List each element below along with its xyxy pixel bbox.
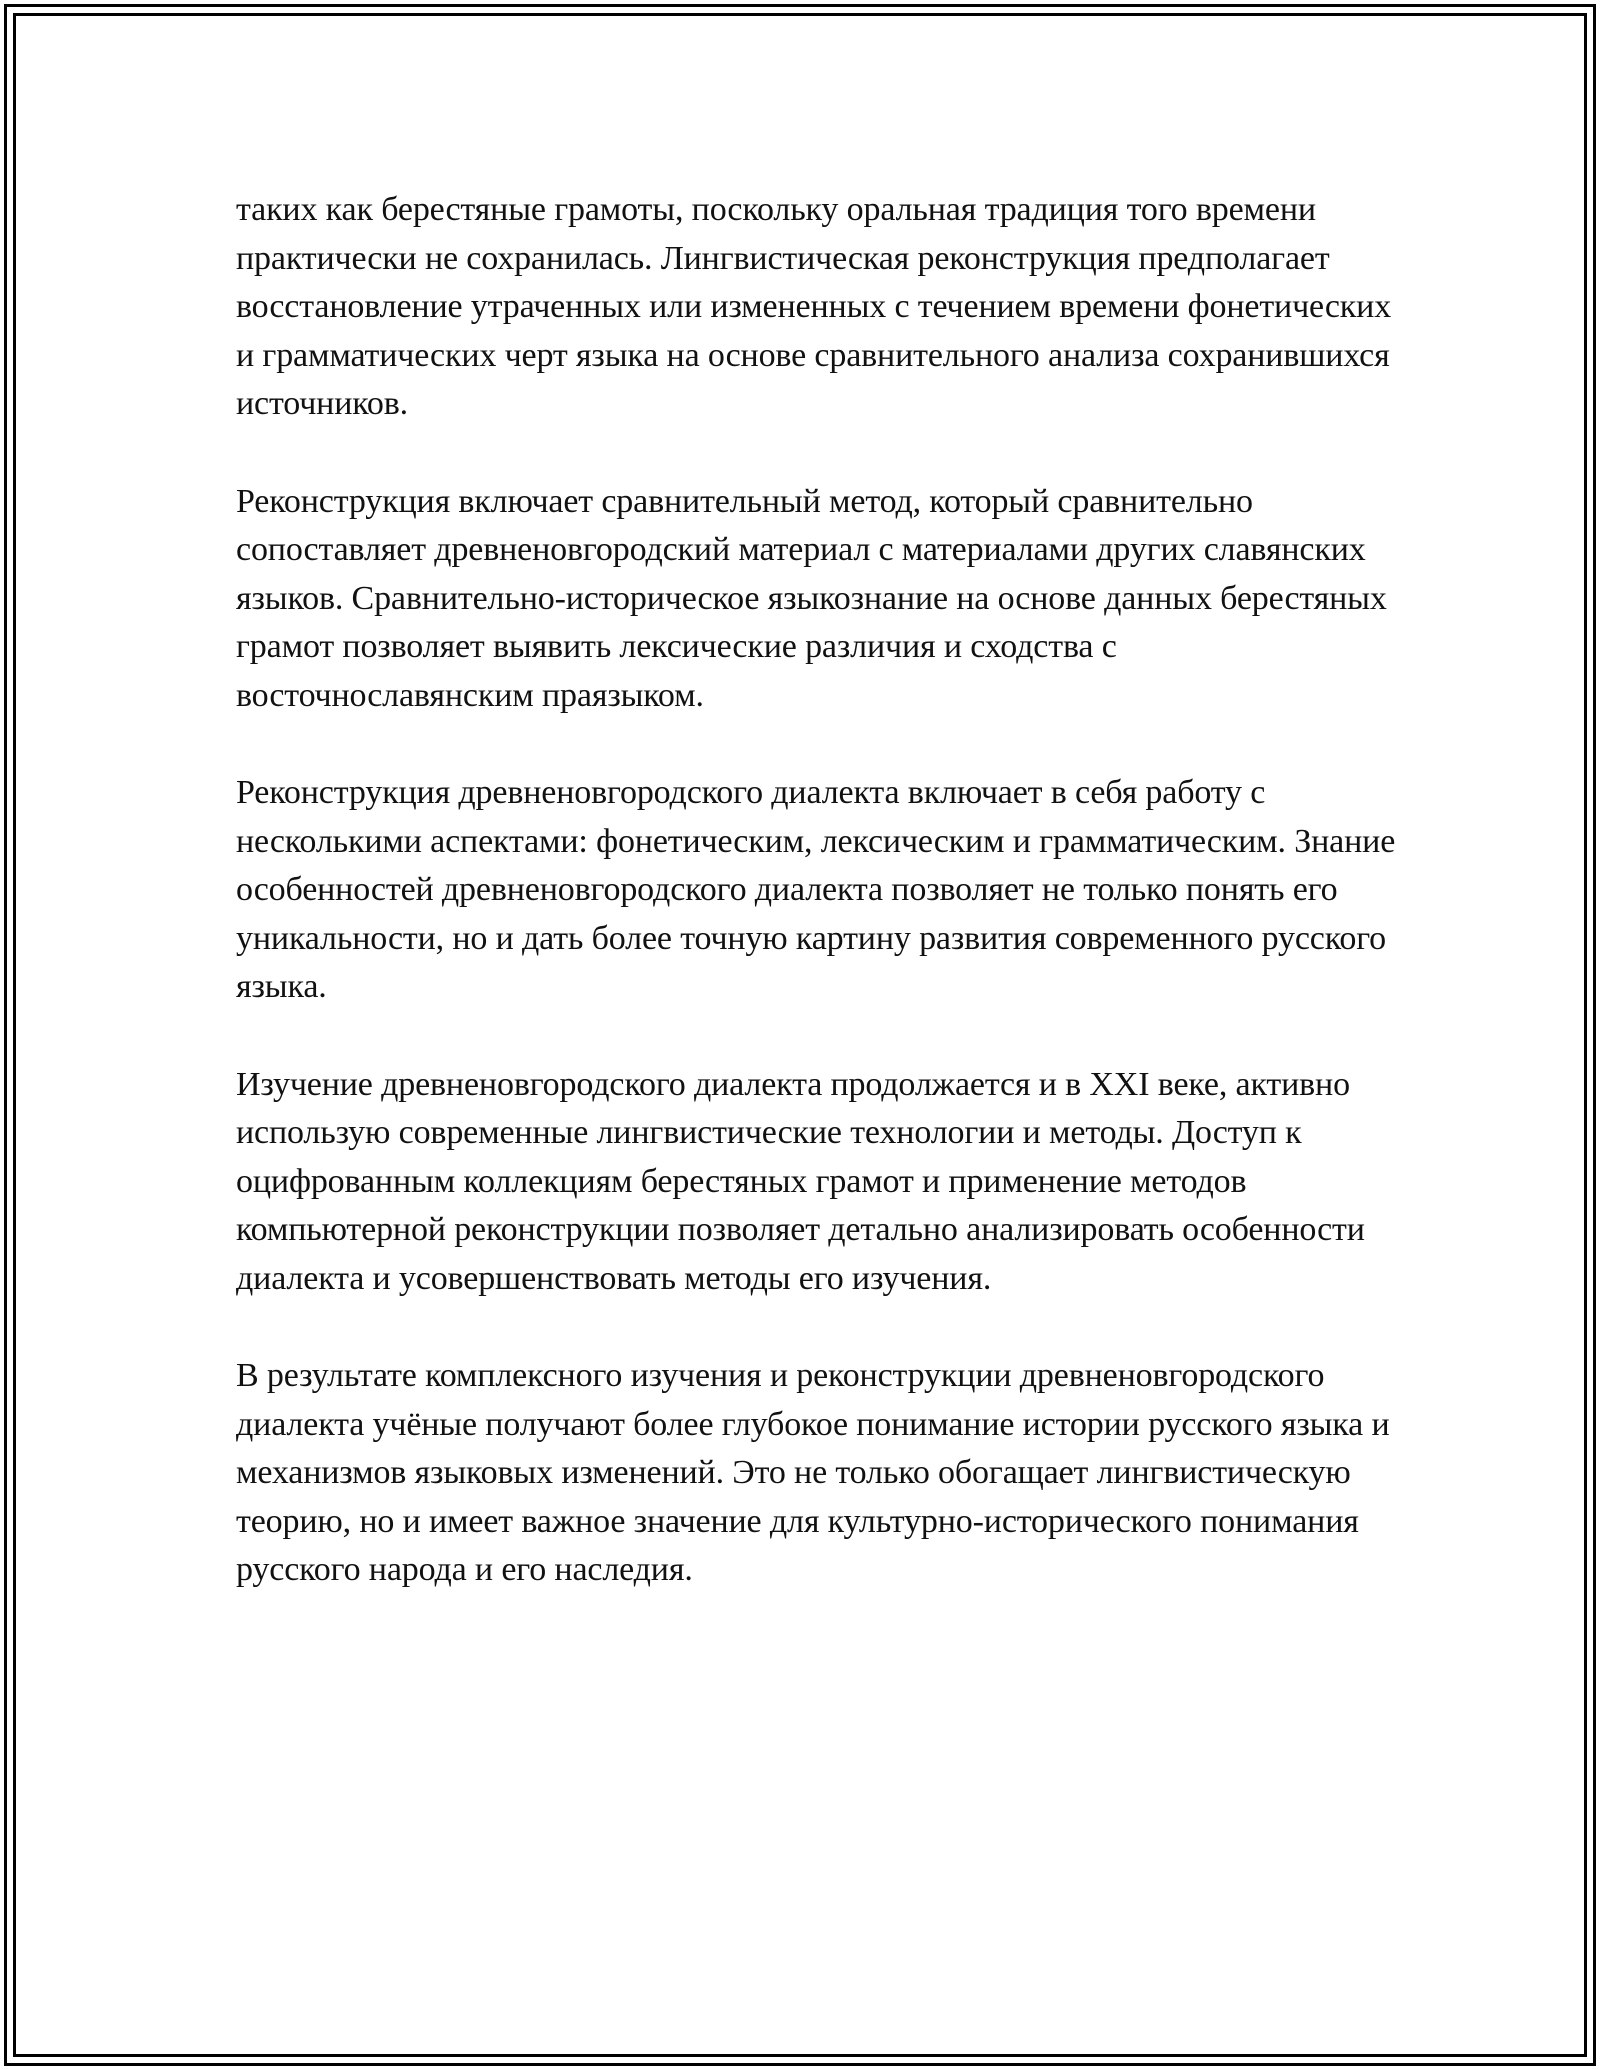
- paragraph-2: Реконструкция включает сравнительный метод, который сравнительно сопоставляет древненовгородский материал с материалами других славянских языков. Сравнительно-историческое языкознание на основе данных берестяных грамот позволяет выявить лексические различия и сходства с восточнославянским праязыком.: [236, 482, 1387, 714]
- paragraph-1: таких как берестяные грамоты, поскольку оральная традиция того времени практически не сохранилась. Лингвистическая реконструкция предполагает восстановление утраченных или измененных с течением времени фонетических и грамматических черт языка на основе сравнительного анализа сохранившихся источников.: [236, 191, 1392, 422]
- paragraph-3: Реконструкция древненовгородского диалекта включает в себя работу с несколькими аспектами: фонетическим, лексическим и грамматическим. Знание особенностей древненовгородского диалекта позволяет не только понять его уникальности, но и дать более точную картину развития современного русского языка.: [236, 774, 1396, 1005]
- paragraph-4: Изучение древненовгородского диалекта продолжается и в XXI веке, активно использую современные лингвистические технологии и методы. Доступ к оцифрованным коллекциям берестяных грамот и применение методов компьютерной реконструкции позволяет детально анализировать особенности диалекта и усовершенствовать методы его изучения.: [236, 1065, 1365, 1297]
- document-body: [236, 186, 1396, 1644]
- paragraph-5: В результате комплексного изучения и реконструкции древненовгородского диалекта учёные получают более глубокое понимание истории русского языка и механизмов языковых изменений. Это не только обогащает лингвистическую теорию, но и имеет важное значение для культурно-исторического понимания русского народа и его наследия.: [236, 1357, 1390, 1588]
